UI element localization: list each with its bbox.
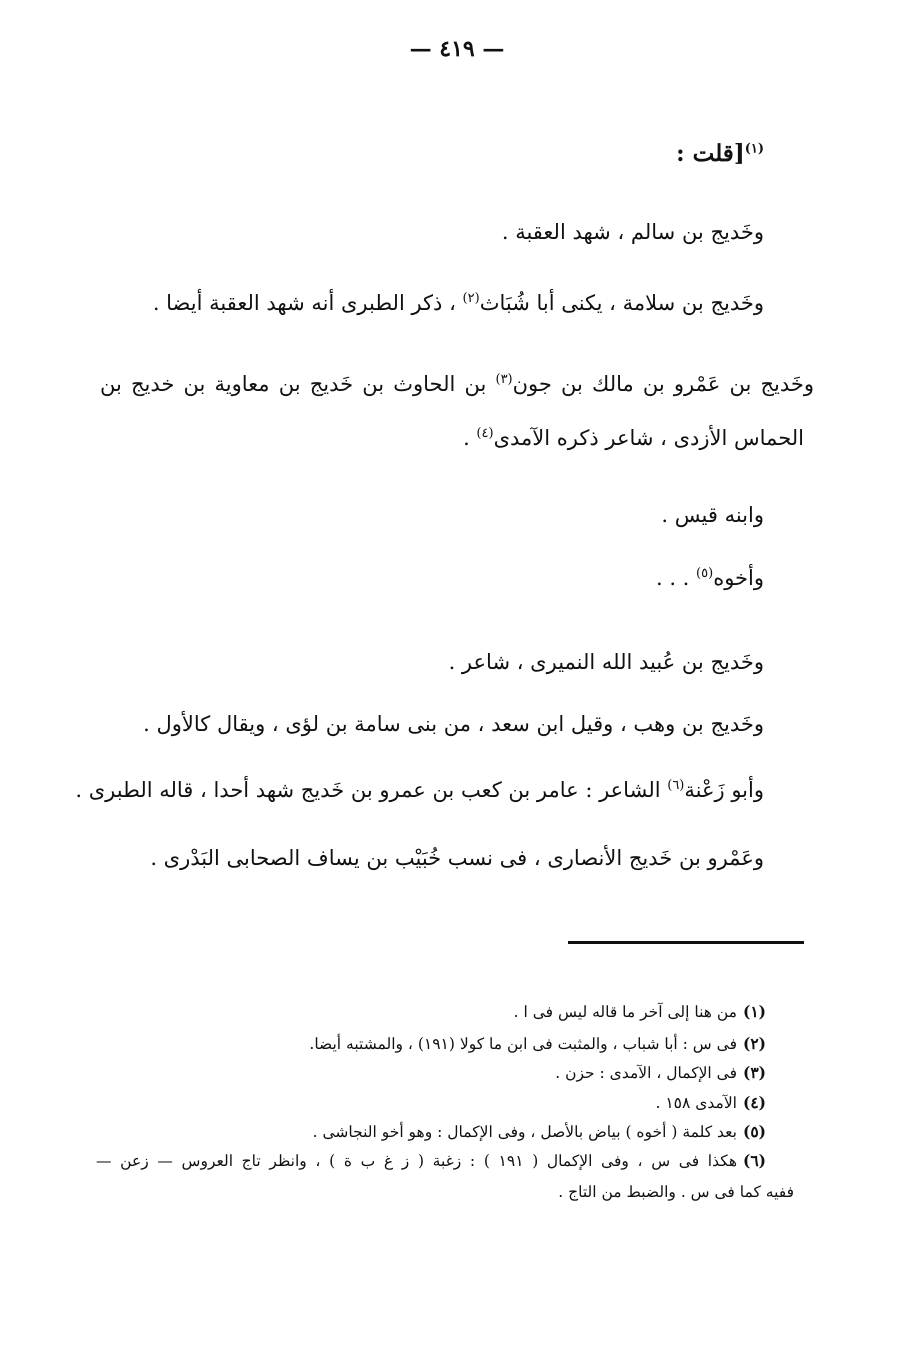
entry-line: وأخوه$^{(٥)}$ . . . [655, 566, 764, 590]
footnote: (٢)فى س : أبا شباب ، والمثبت فى ابن ما كولا (١٩١) ، والمشتبه أيضا. [309, 1034, 766, 1053]
footnote-marker-3: (٣) [495, 372, 513, 387]
entry-line: وخَديج بن وهب ، وقيل ابن سعد ، من بنى سامة بن لؤى ، ويقال كالأول . [143, 712, 764, 736]
entry-line: وخَديج بن سلامة ، يكنى أبا شُبَاث$^{(٢)}$ ، ذكر الطبرى أنه شهد العقبة أيضا . [152, 291, 764, 315]
entry-line: وخَديج بن سالم ، شهد العقبة . [501, 220, 764, 244]
footnote: (٤)الآمدى ١٥٨ . [655, 1093, 766, 1112]
entry-line: وخَديج بن عُبيد الله النميرى ، شاعر . [448, 650, 764, 674]
footnote: (١)من هنا إلى آخر ما قاله ليس فى ا . [513, 1002, 766, 1021]
footnote-marker-2: (٢) [462, 291, 480, 306]
footnote: (٣)فى الإكمال ، الآمدى : حزن . [555, 1063, 766, 1082]
footnote-divider [568, 941, 804, 944]
footnote-continuation: ففيه كما فى س . والضبط من التاج . [558, 1183, 794, 1201]
footnote-marker-1: (١) [744, 141, 764, 157]
page-number: — ٤١٩ — [409, 36, 505, 62]
footnote-marker-4: (٤) [476, 426, 494, 441]
footnote: (٦)هكذا فى س ، وفى الإكمال ( ١٩١ ) : زغبة ( ز غ ب ة ) ، وانظر تاج العروس — زعن — [96, 1151, 767, 1170]
entry-line: وخَديج بن عَمْرو بن مالك بن جون$^{(٣)}$ بن الحاوث بن خَديج بن معاوية بن خديج بن [100, 372, 814, 396]
intro-text: قلت : [676, 140, 734, 167]
entry-line: الحماس الأزدى ، شاعر ذكره الآمدى$^{(٤)}$ . [463, 426, 804, 450]
footnote-marker-5: (٥) [696, 566, 714, 581]
footnote-marker-6: (٦) [667, 778, 685, 793]
entry-line: وابنه قيس . [661, 503, 764, 527]
bracket: [ [733, 140, 745, 167]
entry-line: وأبو زَعْنة$^{(٦)}$ الشاعر : عامر بن كعب بن عمرو بن خَديج شهد أحدا ، قاله الطبرى . [75, 778, 764, 802]
intro-line [676, 140, 764, 168]
entry-line: وعَمْرو بن خَديج الأنصارى ، فى نسب خُبَيْب بن يساف الصحابى البَدْرى . [150, 846, 764, 870]
footnote: (٥)بعد كلمة ( أخوه ) بياض بالأصل ، وفى الإكمال : وهو أخو النجاشى . [312, 1122, 766, 1141]
